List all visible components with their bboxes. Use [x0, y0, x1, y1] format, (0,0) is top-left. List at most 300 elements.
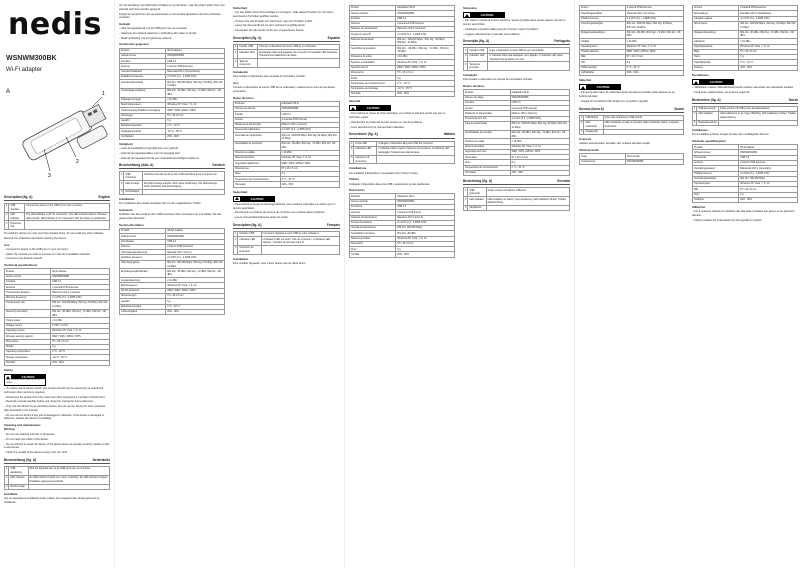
- table-row: Antenne 2 interne PCB-antennes: [120, 64, 225, 69]
- table-row: Interfaz USB 2.0: [234, 112, 340, 117]
- table-row: 1 Interface USB Ligue o dispositivo à porta USB do seu computador.: [464, 48, 570, 53]
- description-table-en: [4, 203, 110, 230]
- section-title: Description (fig. A): [4, 194, 33, 199]
- list-item: – Um das Risiko eines Stromschlags zu verringern, sollte dieses Produkt nur von einem autorisierten Techniker geöffnet werden.: [233, 11, 340, 19]
- subheading-install: Installatie: [4, 491, 18, 496]
- table-row: Vastaanottoherkkyys 802.11b: -89 dBm; 802.11g: -72 dBm; 802.11n: -68 dBm: [693, 30, 798, 39]
- paragraph: For å installere enheten trenger du bare den medfølgende driveren.: [692, 133, 770, 137]
- section-language: Français: [326, 222, 340, 227]
- list-item: – Irrota tuote verkkovirrasta, jos ilmenee ongelmia.: [692, 91, 798, 95]
- table-row: Antenne 2 interne PCB-antenner: [693, 161, 798, 166]
- table-row: 2 Indicateur LED L'indicateur LED est éteint : Pas de connexion. L'indicateur LED clignote : Transfert de données sans fil.: [234, 237, 340, 246]
- table-row: Overdrachtsafstand Maximaal 100 m (binnenshuis): [120, 69, 225, 74]
- table-row: Puissance de sortie ≤ 16 dBm: [350, 55, 455, 60]
- warning-triangle-icon: [351, 107, 355, 110]
- caution-label: [463, 12, 505, 18]
- table-row: 2 LED-indikator LED-indikatorn är släckt: Ingen anslutning. LED-indikatorn blinkar: Trådlös dataöverföring.: [464, 197, 570, 206]
- column-1: [0, 0, 114, 568]
- table-row: Trådløs frekvens 2,4 GHz (2,4 - 2,4835 GHz): [693, 171, 798, 176]
- table-row: Ontvangstgevoeligheid 802.11b: -89 dBm; 802.11g: -72 dBm; 802.11n: -68 dBm: [120, 89, 225, 98]
- table-row: Product Wi-Fi adapter: [5, 269, 110, 274]
- table-row: Potência de saída ≤ 16 dBm: [464, 139, 570, 144]
- table-row: Fréquence sans fil 2,4 GHz (2,4 - 2,4835 GHz): [350, 32, 455, 37]
- subheading-use: Utilizzo: [349, 177, 360, 182]
- description-table-pt: [463, 47, 570, 71]
- list-item: – Desconecte el producto de la toma de corriente si se produce algún problema.: [233, 211, 340, 215]
- table-row: Kosteus 20% - 90%: [693, 65, 798, 70]
- table-row: 3 Skyddslock: [464, 205, 570, 210]
- list-item: – Do not clean the inside of the device.: [4, 438, 110, 442]
- table-row: Übertragungsrate 802.11n: 300/150 Mbps; 802.11g: 54 Mbps; 802.11b: 11 Mbps: [121, 261, 223, 268]
- list-item: – Only use the device for its intended purpose. Do not use the device for other purposes than described in the manual.: [4, 405, 110, 413]
- table-row: Operating system Windows XP, Vista, 7, 8, 10: [5, 329, 110, 334]
- section-title: Beschreibung (fig. A): [4, 457, 37, 462]
- subheading-safety: Sikkerhet: [692, 205, 706, 210]
- caution-label: [692, 79, 734, 85]
- caution-label: [4, 374, 46, 386]
- table-row: Humidité 20% - 90%: [350, 91, 455, 96]
- subheading-install: Installation: [119, 197, 135, 202]
- table-row: Humedad 20% - 90%: [234, 182, 340, 187]
- table-row: Frequenza wireless 2,4 GHz (2,4 - 2,4835 GHz): [350, 220, 455, 225]
- caution-text: CAUTION: [240, 197, 274, 201]
- table-row: 3 Tapa de protección: [234, 59, 340, 68]
- table-row: Operativsystem Windows XP, Vista, 7, 8, 10: [580, 44, 684, 49]
- list-item: – Débranchez le produit de la prise secteur en cas de problème.: [349, 121, 455, 125]
- section-title: Description (fig. A): [233, 222, 262, 227]
- column-5: [459, 0, 574, 568]
- description-table-nl: [4, 466, 110, 490]
- table-row: 3 Schutzkappe: [120, 189, 225, 194]
- subheading-safety: Veiligheid: [119, 141, 133, 146]
- list-item: – Trennen Sie das Produkt vom Stromnetz, wenn ein Problem auftritt.: [233, 20, 340, 24]
- column-6: [574, 0, 688, 568]
- list-item: – Lisez attentivement le manuel avant utilisation.: [349, 126, 455, 130]
- table-row: Poids 6 g: [350, 76, 455, 81]
- table-row: Sistema operativo Windows XP, Vista, 7, 8, 10: [350, 236, 455, 241]
- table-row: Gewicht 6 g: [120, 118, 225, 123]
- caution-text: CAUTION: [586, 85, 620, 89]
- table-row: Potencia de salida ≤ 16 dBm: [234, 150, 340, 155]
- subheading-use: Use: [4, 242, 10, 247]
- column-2: [114, 0, 229, 568]
- list-item: – Do not use the device if any part is damaged or defective. If the device is damaged or defective, replace the device immediately.: [4, 414, 110, 422]
- section-title: Kuvaus (kuva A): [579, 106, 604, 111]
- table-row: Vochtigheid 20% - 90%: [120, 134, 225, 139]
- table-row: 1 USB-Anschluss Schließen Sie das Gerät an den USB-Anschluss Ihres Computers an.: [120, 172, 225, 181]
- subheading-install: Asennus: [579, 137, 592, 142]
- paragraph: Om de aanraking met elektrische schokken te verminderen, mag dit product alleen door een erkende technicus worden geopend.: [119, 4, 225, 11]
- caution-label: [579, 84, 621, 90]
- table-row: Prodotto Adattatore Wi-Fi: [350, 194, 455, 199]
- specs-table-fr: [349, 5, 455, 97]
- callout-2: 2: [76, 158, 79, 165]
- table-row: 1 USB-grensesnitt Koble enheten til USB-porten på datamaskinen.: [693, 106, 798, 111]
- table-row: Siirtonopeus 802.11n: 300/150 Mbps; 802.11g: 54 Mbps; 802.11b: 11 Mbps: [694, 22, 796, 29]
- model-number: WSNWM300BK: [6, 55, 57, 62]
- list-item: – Sluit het apparaat aan op de USB-poort van uw computer.: [119, 27, 225, 31]
- table-row: Luftfuktighet 20% - 90%: [580, 70, 684, 75]
- warning-label: Warning:: [4, 428, 16, 432]
- table-row: Betriebstemperatur 0 °C - 40 °C: [120, 304, 225, 309]
- table-row: Température de stockage -10 °C - 65 °C: [350, 86, 455, 91]
- section-header-description-it: [349, 132, 455, 138]
- list-item: – Koppla bort produkten från elnätet om ett problem uppstår.: [579, 100, 684, 104]
- section-header-description-no: [692, 98, 798, 104]
- table-row: Voltage current 5 VDC / 0.15 A: [5, 323, 110, 328]
- table-row: Tuote Wi-Fi-sovitin: [580, 154, 684, 159]
- list-item: – För att minska risken för elektriska stötar ska denna produkt endast öppnas av en behörig tekniker.: [579, 91, 684, 99]
- table-row: Langaton taajuus 2,4 GHz (2,4 - 2,4835 GHz): [693, 16, 798, 21]
- figure-label: A: [6, 88, 11, 95]
- description-table-de: [119, 171, 225, 195]
- table-row: Overføringsavstand Maksimalt 100 m (innendørs): [693, 166, 798, 171]
- table-row: Produkt WLAN-Adapter: [120, 229, 225, 234]
- paragraph: Koppel het product los van het stopcontact en van andere apparatuur als zich problemen voordoen.: [119, 12, 221, 20]
- table-row: 1 USB-aansluiting Sluit het apparaat aan op de USB-poort van uw computer.: [5, 467, 110, 476]
- list-item: – Verwenden Sie das Gerät nur für den vorgesehenen Zweck.: [233, 29, 340, 33]
- subheading-tech: Technische gegevens: [119, 42, 149, 47]
- subheading-use: Gebrauch: [119, 208, 133, 213]
- section-language: Español: [327, 35, 340, 40]
- table-row: Peso 6 g: [234, 171, 340, 176]
- table-row: Übertragungsentfernung Maximal 100 m (innen): [120, 250, 225, 255]
- list-item: – Clean the outside of the device using a soft, dry cloth.: [4, 451, 110, 455]
- table-row: Peso 6 g: [350, 247, 455, 252]
- table-row: Article number WSNWM300BK: [5, 274, 110, 279]
- specs-table-no: [692, 144, 798, 203]
- table-row: Número de artículo WSNWM300BK: [234, 106, 340, 111]
- table-row: Sistema operativo Windows XP, Vista, 7, 8, 10: [464, 144, 570, 149]
- description-table-it: [349, 141, 455, 165]
- paragraph: Om het apparaat te installeren hoeft u alleen het meegeleverde stuurprogramma te installeren.: [4, 496, 100, 504]
- table-row: Överföringshastighet 802.11n: 300/150 Mbps; 802.11g: 54 Mbps; 802.11b: 11 Mbps: [580, 21, 684, 30]
- description-table-fi: [579, 115, 684, 135]
- table-row: Överföringsavstånd Maximalt 100 m (inomhus): [580, 11, 684, 16]
- subheading-tech: Tekniset tiedot: [579, 148, 600, 153]
- section-title: Descrizione (fig. A): [349, 132, 378, 137]
- caution-text: CAUTION: [470, 13, 504, 17]
- table-row: Número do artigo WSNWM300BK: [464, 95, 570, 100]
- section-language: Deutsch: [212, 163, 225, 168]
- subheading-safety: Sicherheit: [233, 6, 247, 10]
- table-row: Ondersteuning draadloze beveiliging WEP / WPA / WPA2 / WPS: [120, 108, 225, 113]
- table-row: Gewicht 6 g: [120, 299, 225, 304]
- table-row: Débit de transmission 802.11n : 300/150 Mbps ; 802.11g : 54 Mbps ; 802.11b : 11 Mbps: [350, 37, 455, 46]
- table-row: Produto Adaptador Wi-Fi: [464, 90, 570, 95]
- paragraph: Para instalar o dispositivo só precisa do controlador incluído.: [463, 78, 533, 82]
- caution-text: CAUTION: [356, 106, 390, 110]
- table-row: Dimensiones 57 x 18 x 8 mm: [234, 166, 340, 171]
- table-row: Segurança sem fios WEP / WPA / WPA2 / WPS: [464, 149, 570, 154]
- table-row: Wireless security support WEP / WPA / WPA2 / WPS: [5, 334, 110, 339]
- list-item: – Read the manual carefully before use. Keep the manual for future reference.: [4, 400, 110, 404]
- table-row: Distance de transmission Maximum 100 m (intérieur): [350, 27, 455, 32]
- subheading-install: Instalación: [233, 69, 249, 74]
- table-row: Interface USB 2.0: [464, 100, 570, 105]
- subheading-safety: Sicurezza: [463, 6, 477, 10]
- section-title: Beskrivelse (fig. A): [692, 97, 721, 102]
- figure-a: [4, 79, 110, 189]
- table-row: Peso 6 g: [464, 160, 570, 165]
- table-row: Mottagningskänslighet 802.11b: -89 dBm; 802.11g: -72 dBm; 802.11n: -68 dBm: [580, 30, 684, 39]
- callout-1: 1: [102, 90, 105, 97]
- table-row: Distancia de transmisión Máximo 100 m (interior): [234, 122, 340, 127]
- table-row: Besturingssysteem Windows XP, Vista, 7, 8, 10: [120, 103, 225, 108]
- table-row: Frequência sem fios 2,4 GHz (2,4 - 2,4835 GHz): [464, 116, 570, 121]
- paragraph: Para instalar el dispositivo solo necesita el controlador incluido.: [233, 75, 306, 79]
- paragraph: To install the device you only need the included driver, do not install any other software.: [4, 232, 105, 236]
- table-row: Receiving sensitivity 802.11b: -89 dBm; 802.11g: -72 dBm; 802.11n: -68 dBm: [5, 309, 110, 318]
- list-item: – Do not use cleaning solvents or abrasives.: [4, 433, 110, 437]
- specs-table-de: [119, 228, 225, 315]
- table-row: Mål 57 x 18 x 8 mm: [693, 187, 798, 192]
- list-item: – Selecteer het netwerk waarmee u verbinding wilt maken in de lijst.: [119, 32, 225, 36]
- table-row: Sécurité sans fil WEP / WPA / WPA2 / WPS: [350, 65, 455, 70]
- list-item: – Disconnect the product from the mains and other equipment if a problem should occur.: [4, 396, 110, 400]
- table-row: Sensibilidad de recepción 802.11b: -89 dBm; 802.11g: -72 dBm; 802.11n: -68 dBm: [234, 142, 340, 151]
- table-row: Wireless frequency 2.4 GHz (2.4 - 2.4835 GHz): [5, 295, 110, 300]
- table-row: Interface USB 2.0: [350, 16, 455, 21]
- table-row: Dimensioni 57 x 18 x 8 mm: [350, 241, 455, 246]
- table-row: Overdrachtssnelheid 802.11n: 300/150 Mbps; 802.11g: 54 Mbps; 802.11b: 11 Mbps: [121, 80, 223, 88]
- table-row: Trådlös säkerhet WEP / WPA / WPA2 / WPS: [580, 49, 684, 54]
- specs-table-fi: [579, 153, 684, 165]
- table-row: Velocità di trasmissione 802.11n: 300/150 Mbps: [350, 226, 455, 231]
- table-row: Drifttemperatur 0 °C - 40 °C: [580, 65, 684, 70]
- list-item: – Select the network you wish to connect to in the list of available networks.: [4, 253, 110, 257]
- table-row: Käyttöjärjestelmä Windows XP, Vista, 7, 8, 10: [693, 44, 798, 49]
- list-item: – Maak verbinding met het gewenste netwerk.: [119, 37, 225, 41]
- table-row: 1 USB-liitäntä Kytke laite tietokoneen USB-porttiin.: [580, 115, 684, 120]
- table-row: Fuktighet 20% - 90%: [693, 197, 798, 202]
- list-item: – Scollegare il prodotto dalla presa di corrente in caso di problemi.: [463, 28, 570, 32]
- table-row: 2 LED-merkkivalo LED-merkkivalo ei pala: Ei yhteyttä. LED-merkkivalo vilkkuu: Langaton tiedonsiirto.: [580, 121, 684, 130]
- section-language: English: [98, 194, 110, 199]
- list-item: – Lea el manual detenidamente antes de usarlo.: [233, 216, 340, 220]
- subheading-tech: Technische Daten: [119, 222, 144, 227]
- caution-label: [233, 196, 275, 202]
- list-item: – Para reducir el riesgo de descarga eléctrica, este producto solo debe ser abierto por un técnico autorizado.: [233, 203, 340, 211]
- list-item: – To reduce risk of electric shock, this product should only be opened by an authorized technician when service is required.: [4, 387, 110, 395]
- table-row: 1 Interfaz USB Conecte el dispositivo al puerto USB de su ordenador.: [234, 45, 340, 50]
- table-row: Umidità 20% - 90%: [350, 252, 455, 257]
- table-row: Produkt Wi-Fi-adapter: [693, 145, 798, 150]
- caution-text: CAUTION: [11, 375, 45, 379]
- table-row: Numéro d'article WSNWM300BK: [350, 11, 455, 16]
- subheading-safety: Sécurité: [349, 99, 361, 104]
- callout-3: 3: [48, 172, 51, 179]
- table-row: Lähtöteho ≤ 16 dBm: [693, 39, 798, 44]
- table-row: 2 Indicador LED O indicador LED está desligado: Sem ligação. O indicador LED pisca: Transferência de dados sem fios.: [464, 53, 570, 62]
- specs-table-it: [349, 193, 455, 257]
- table-row: Temperatura de funcionamento 0 °C - 40 °C: [464, 165, 570, 170]
- list-item: – Lees de handleiding zorgvuldig door voor gebruik.: [119, 147, 225, 151]
- table-row: Trådlös frekvens 2,4 GHz (2,4 - 2,4835 GHz): [580, 16, 684, 21]
- wifi-adapter-illustration: [4, 79, 110, 189]
- table-row: Ausgangsleistung ≤ 16 dBm: [120, 278, 225, 283]
- table-row: Drahtlose Frequenz 2,4 GHz (2,4 - 2,4835 GHz): [120, 255, 225, 260]
- table-row: Producto Adaptador Wi-Fi: [234, 101, 340, 106]
- table-row: Temperatura de funcionamiento 0 °C - 40 °C: [234, 177, 340, 182]
- table-row: Uteffekt ≤ 16 dBm: [580, 39, 684, 44]
- paragraph: Conecte el dispositivo al puerto USB de su ordenador y seleccione la red a la que desea conectarse.: [233, 86, 335, 93]
- table-row: 3 Beskyttelseshette: [693, 120, 798, 125]
- table-row: Antenne 2 interne PCB-Antennen: [120, 244, 225, 249]
- table-row: 3 Suojakorkki: [580, 129, 684, 134]
- table-row: Humidade 20% - 90%: [464, 171, 570, 176]
- paragraph: Pour installer l'appareil, vous n'avez besoin que du pilote fourni.: [233, 262, 307, 266]
- table-row: Humidity 20% - 90%: [5, 360, 110, 365]
- table-row: Vikt 6 g: [580, 60, 684, 65]
- table-row: Operating temperature 0 °C - 40 °C: [5, 350, 110, 355]
- section-header-description-en: [4, 195, 110, 201]
- table-row: Siirtoetäisyys Enintään 100 m (sisätiloissa): [693, 11, 798, 16]
- table-row: Artikkelnummer WSNWM300BK: [693, 150, 798, 155]
- table-row: Tuotenumero WSNWM300BK: [580, 159, 684, 164]
- table-row: Abmessungen 57 x 18 x 8 mm: [120, 293, 225, 298]
- table-row: Product Wi-Fi-adapter: [120, 48, 225, 53]
- table-row: Interface USB 2.0: [120, 59, 225, 64]
- warning-triangle-icon: [465, 14, 469, 17]
- subheading-use: Uso: [233, 80, 239, 85]
- table-row: Antenn 2 interna PCB-antenner: [580, 6, 684, 11]
- warning-triangle-icon: [581, 86, 585, 89]
- description-table-no: [692, 106, 798, 126]
- column-4: [344, 0, 459, 568]
- subheading-safety: Seguridad: [233, 189, 248, 194]
- table-row: Mitat 57 x 18 x 8 mm: [693, 49, 798, 54]
- section-language: Italiano: [443, 132, 455, 137]
- brand-logo: nedis: [8, 7, 102, 42]
- table-row: 1 Porta USB Collegare il dispositivo alla porta USB del computer.: [350, 141, 455, 146]
- specs-table-en: [4, 268, 110, 365]
- subheading-tech: Technical specifications: [4, 263, 38, 268]
- column-7: [688, 0, 802, 568]
- table-row: Artikelnummer WSNWM300BK: [120, 53, 225, 58]
- warning-triangle-icon: [235, 197, 239, 200]
- section-title: Descrição (fig. A): [463, 39, 490, 44]
- table-row: Sensibilidade de receção 802.11b: -89 dBm; 802.11g: -72 dBm; 802.11n: -68 dBm: [464, 130, 570, 139]
- table-row: Dimensions 57 x 18 x 8 mm: [5, 339, 110, 344]
- table-row: Dimensions 57 x 18 x 8 mm: [350, 70, 455, 75]
- subheading-safety: Safety: [4, 367, 13, 372]
- subheading-cleaning: Cleaning and maintenance: [4, 423, 41, 428]
- table-row: Betriebssystem Windows XP, Vista, 7, 8, 10: [120, 283, 225, 288]
- caution-subtext: RISK OF ELECTRIC SHOCK DO NOT OPEN: [6, 379, 42, 385]
- table-row: 2 LED indicator The LED indicator is off: No connection. The LED indicator flashes: Wireless data transfer. LED indicator is on: Connection with the device is established.: [5, 212, 110, 221]
- subheading-install: Instalação: [463, 73, 478, 78]
- subheading-tech: Dados técnicos: [463, 84, 485, 89]
- section-header-description-nl: [4, 458, 110, 464]
- section-header-description-sv: [463, 179, 570, 185]
- table-row: Opslagtemperatuur -10 °C - 65 °C: [120, 129, 225, 134]
- table-row: Seguridad inalámbrica WEP / WPA / WPA2 / WPS: [234, 161, 340, 166]
- caution-text: CAUTION: [699, 80, 733, 84]
- specs-table-es: [233, 101, 340, 188]
- list-item: – Koble produktet fra strømnettet hvis det oppstår et problem.: [692, 219, 798, 223]
- description-table-fr: [233, 231, 340, 255]
- column-3: [229, 0, 344, 568]
- table-row: Antenna 2 antenne PCB interne: [350, 210, 455, 215]
- section-header-description-es: [233, 36, 340, 42]
- table-row: 2 Indicador LED El indicador LED está apagado: Sin conexión. El indicador LED parpadea: Transferencia inalámbrica de datos.: [235, 50, 338, 58]
- section-title: Beschreibung (Abb. A): [119, 163, 154, 168]
- table-row: Température de fonctionnement 0 °C - 40 °C: [350, 81, 455, 86]
- specs-table-fi-cont: [692, 5, 798, 71]
- table-row: Dimensões 57 x 18 x 8 mm: [464, 155, 570, 160]
- table-row: Grensesnitt USB 2.0: [693, 155, 798, 160]
- table-row: Sensibilità di ricezione 802.11b: -89 dBm: [350, 231, 455, 236]
- table-row: Numero articolo WSNWM300BK: [350, 199, 455, 204]
- subheading-install: Installasjon: [692, 128, 708, 133]
- section-language: Nederlands: [92, 457, 110, 462]
- product-name: Wi-Fi adapter: [6, 67, 43, 74]
- table-row: 2 Indicatore LED L'indicatore LED è spento: Nessuna connessione. L'indicatore LED lampeggia: Trasferimento dati wireless.: [350, 146, 455, 155]
- list-item: – Lesen Sie das Handbuch vor dem Gebrauch sorgfältig durch.: [233, 24, 340, 28]
- table-row: Overføringshastighet 802.11n: 300/150 Mbps: [693, 176, 798, 181]
- table-row: Uitgangsvermogen ≤ 16 dBm: [120, 97, 225, 102]
- section-header-description-fi: [579, 107, 684, 113]
- table-row: 1 Interface USB Connectez l'appareil au port USB de votre ordinateur.: [234, 232, 340, 237]
- table-row: Antena 2 antenas PCB internas: [234, 117, 340, 122]
- table-row: 1 USB-gränssnitt Anslut enheten till datorns USB-port.: [464, 188, 570, 197]
- table-row: Operativsystem Windows XP, Vista, 7, 8, 10: [693, 182, 798, 187]
- paragraph: Zur Installation des Geräts benötigen Sie nur den mitgelieferten Treiber.: [119, 202, 202, 206]
- caution-label: [349, 105, 391, 111]
- specs-table-sv: [579, 5, 684, 76]
- specs-table-nl: [119, 48, 225, 140]
- table-row: 3 Protective cap: [5, 221, 110, 230]
- table-row: WLAN-Sicherheit WEP / WPA / WPA2 / WPS: [120, 288, 225, 293]
- table-row: Antenni 2 sisäistä PCB-antennia: [693, 6, 798, 11]
- description-table-es: [233, 44, 340, 68]
- table-row: Draadloze frequentie 2,4 GHz (2,4 - 2,4835 GHz): [120, 74, 225, 79]
- list-item: – Leggere attentamente il manuale prima dell'uso.: [463, 33, 570, 37]
- subheading-install: Installazione: [349, 166, 367, 171]
- table-row: 3 Beschermkap: [5, 484, 110, 489]
- list-item: – Per ridurre il rischio di scosse elettriche, questo prodotto deve essere aperto solo da un tecnico autorizzato.: [463, 19, 570, 27]
- list-item: – For å redusere risikoen for elektrisk støt skal dette produktet kun åpnes av en autorisert tekniker.: [692, 210, 798, 218]
- table-row: 3 Capuchon de protection: [234, 246, 340, 255]
- table-row: Output power ≤ 16 dBm: [5, 318, 110, 323]
- table-row: 3 Tampa de proteção: [464, 62, 570, 71]
- table-row: Paino 6 g: [693, 55, 798, 60]
- table-row: Distanza di trasmissione Massimo 100 m (interni): [350, 215, 455, 220]
- list-item: – Pour réduire le risque de choc électrique, ce produit ne doit être ouvert que par un technicien agréé.: [349, 112, 455, 120]
- table-row: Käyttölämpötila 0 °C - 40 °C: [693, 60, 798, 65]
- table-row: Sistema operativo Windows XP, Vista, 7, 8, 10: [234, 156, 340, 161]
- table-row: Empfangsempfindlichkeit 802.11b: -89 dBm; 802.11g: -72 dBm; 802.11n: -68 dBm: [120, 269, 225, 278]
- table-row: Taxa de transmissão 802.11n: 300/150 Mbps; 802.11g: 54 Mbps; 802.11b: 11 Mbps: [464, 121, 570, 130]
- subheading-tech: Datos técnicos: [233, 95, 254, 100]
- list-item: – Connect to the desired network.: [4, 257, 110, 261]
- table-row: Transmission distance Maximum 100 m (indoors): [5, 290, 110, 295]
- paragraph: Schließen Sie das Gerät an den USB-Anschluss Ihres Computers an und wählen Sie das gewünschte Netzwerk.: [119, 213, 222, 221]
- list-item: – Gebruik het apparaat alleen voor het beoogde doel.: [119, 152, 225, 156]
- paragraph: Per installare il dispositivo è necessario solo il driver incluso.: [349, 171, 419, 175]
- table-row: Vekt 6 g: [693, 192, 798, 197]
- warning-triangle-icon: [694, 81, 698, 84]
- section-title: Description (fig. A): [233, 35, 262, 40]
- subheading-safety: Turvallisuus: [692, 72, 709, 77]
- table-row: 1 USB interface Connect the device to the USB port of your computer.: [5, 203, 110, 212]
- section-language: Português: [554, 39, 570, 44]
- list-item: – Gebruik het apparaat niet als een onderdeel beschadigd of defect is.: [119, 157, 225, 161]
- table-row: Interfaccia USB 2.0: [350, 205, 455, 210]
- table-row: Storage temperature -10 °C - 65 °C: [5, 355, 110, 360]
- table-row: Afmetingen 57 x 18 x 8 mm: [120, 113, 225, 118]
